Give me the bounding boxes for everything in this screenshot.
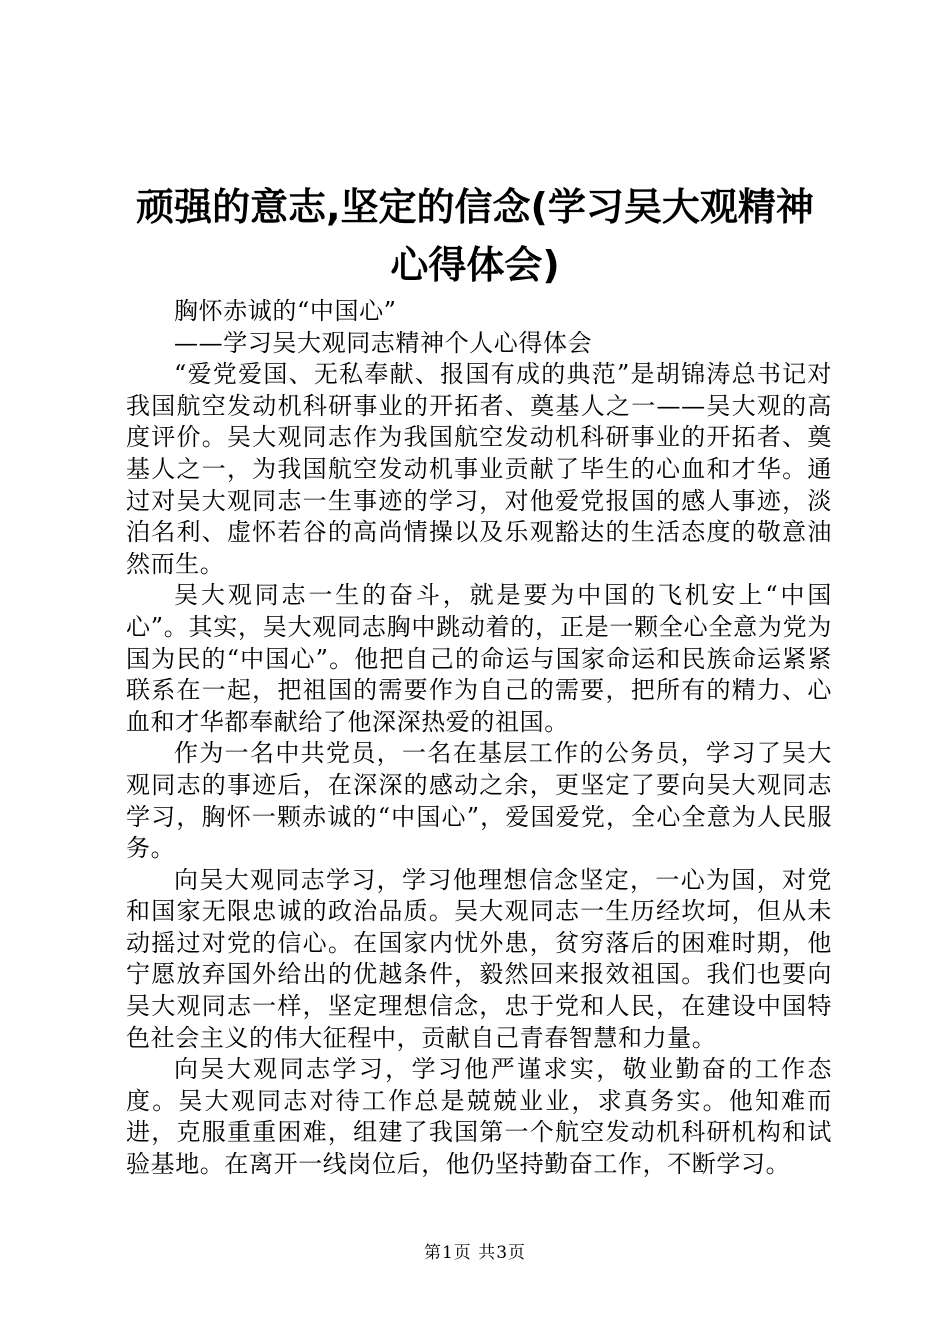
document-title: 顽强的意志,坚定的信念(学习吴大观精神心得体会) <box>136 185 814 287</box>
subtitle-line: 胸怀赤诚的“中国心” <box>174 297 397 325</box>
body-paragraph: “爱党爱国、无私奉献、报国有成的典范”是胡锦涛总书记对我国航空发动机科研事业的开拓者、奠基人之一——吴大观的高度评价。吴大观同志作为我国航空发动机科研事业的开拓者、奠基人之一，为我国航空发动机事业贡献了毕生的心血和才华。通过对吴大观同志一生事迹的学习，对他爱党报国的感人事迹，淡泊名利、虚怀若谷的高尚情操以及乐观豁达的生活态度的敬意油然而生。 <box>126 360 832 578</box>
body-paragraph: 向吴大观同志学习，学习他严谨求实，敬业勤奋的工作态度。吴大观同志对待工作总是兢兢业业，求真务实。他知难而进，克服重重困难，组建了我国第一个航空发动机科研机构和试验基地。在离开一线岗位后，他仍坚持勤奋工作，不断学习。 <box>126 1055 832 1179</box>
body-paragraph: 作为一名中共党员，一名在基层工作的公务员，学习了吴大观同志的事迹后，在深深的感动之余，更坚定了要向吴大观同志学习，胸怀一颗赤诚的“中国心”，爱国爱党，全心全意为人民服务。 <box>126 739 832 863</box>
page-number-footer: 第1页 共3页 <box>423 1243 527 1263</box>
subtitle-line: ——学习吴大观同志精神个人心得体会 <box>174 328 593 357</box>
body-paragraph: 向吴大观同志学习，学习他理想信念坚定，一心为国，对党和国家无限忠诚的政治品质。吴大观同志一生历经坎坷，但从未动摇过对党的信心。在国家内忧外患，贫穷落后的困难时期，他宁愿放弃国外给出的优越条件，毅然回来报效祖国。我们也要向吴大观同志一样，坚定理想信念，忠于党和人民，在建设中国特色社会主义的伟大征程中，贡献自己青春智慧和力量。 <box>126 865 832 1052</box>
body-paragraph: 吴大观同志一生的奋斗，就是要为中国的飞机安上“中国心”。其实，吴大观同志胸中跳动着的，正是一颗全心全意为党为国为民的“中国心”。他把自己的命运与国家命运和民族命运紧紧联系在一起，把祖国的需要作为自己的需要，把所有的精力、心血和才华都奉献给了他深深热爱的祖国。 <box>126 581 832 736</box>
document-body <box>126 296 832 1181</box>
